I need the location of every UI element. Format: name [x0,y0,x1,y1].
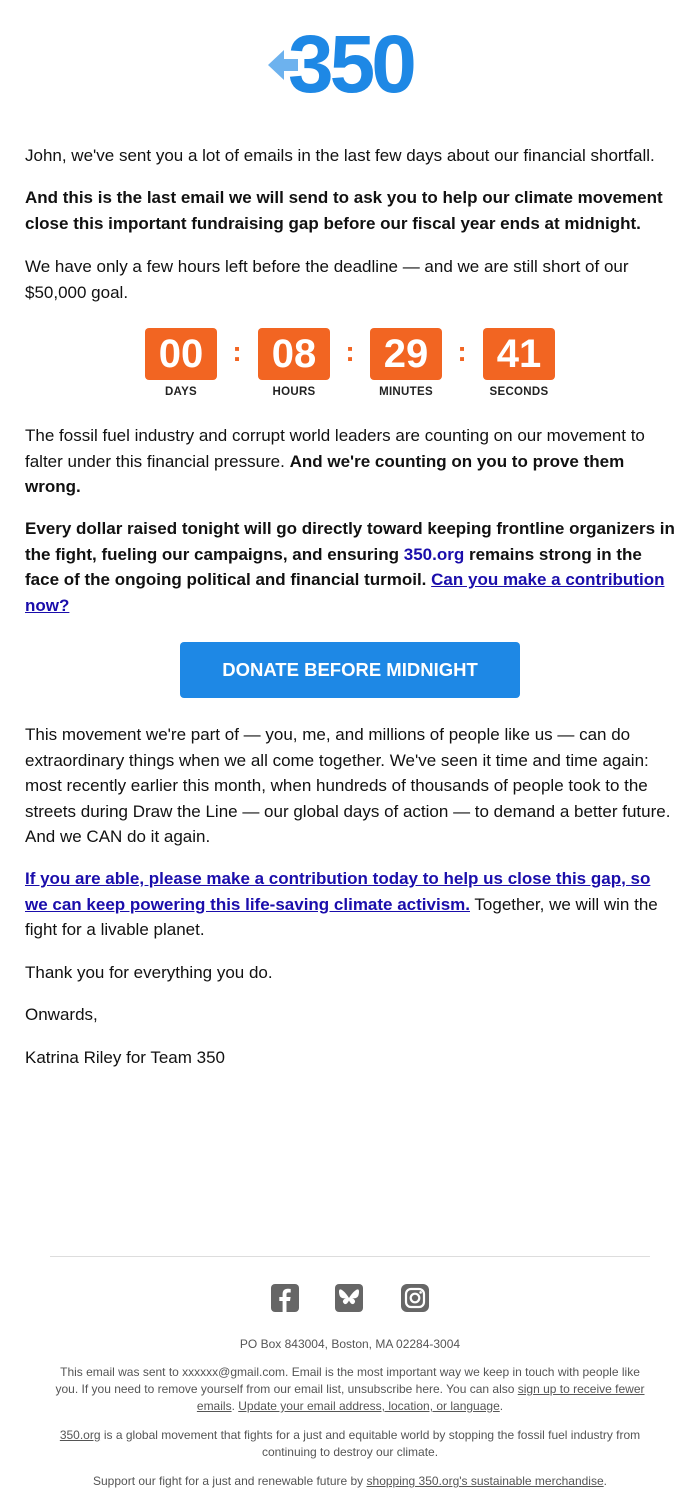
350-org-link[interactable]: 350.org [403,544,465,564]
signature: Katrina Riley for Team 350 [25,1048,226,1067]
footer-support: Support our fight for a just and renewable future by shopping 350.org's sustainable merchandise. [93,1474,607,1488]
donate-button[interactable]: DONATE BEFORE MIDNIGHT [180,642,520,698]
contribute-paragraph: If you are able, please make a contribution today to help us close this gap, so we can keep powering this life-saving climate activism. Together, we will win the fight for a livable planet. [25,869,658,939]
last-email-paragraph: And this is the last email we will send to ask you to help our climate movement close this important fundraising gap before our fiscal year ends at midnight. [25,188,663,233]
logo-text: 350 [288,19,413,110]
intro-paragraph: John, we've sent you a lot of emails in the last few days about our financial shortfall. [25,146,655,165]
350-logo[interactable] [268,19,433,110]
instagram-icon[interactable] [401,1284,429,1312]
every-dollar-paragraph: Every dollar raised tonight will go directly toward keeping frontline organizers in the fight, fueling our campaigns, and ensuring 350.org remains strong in the face of the ongoing political and financial turmoil. Can you make a contribution now? [25,519,675,615]
countdown-separator: : [232,336,242,367]
fewer-emails-link[interactable]: sign up to receive fewer emails [196,1382,645,1413]
update-email-link[interactable]: Update your email address, location, or language [238,1399,500,1413]
bluesky-icon[interactable] [335,1284,363,1312]
onwards-paragraph: Onwards, [25,1005,98,1024]
thank-you-paragraph: Thank you for everything you do. [25,963,273,982]
contribution-link[interactable]: Can you make a contribution now? [25,570,665,615]
footer-350-link[interactable]: 350.org [59,1428,101,1442]
countdown-hours: 08 HOURS [258,328,330,398]
fossil-fuel-paragraph: The fossil fuel industry and corrupt world leaders are counting on our movement to falter under this financial pressure. And we're counting on you to prove them wrong. [25,426,645,496]
deadline-paragraph: We have only a few hours left before the deadline — and we are still short of our $50,000 goal. [25,257,629,302]
countdown-timer [145,328,557,400]
footer-address: PO Box 843004, Boston, MA 02284-3004 [239,1337,461,1351]
facebook-icon[interactable] [271,1284,299,1312]
footer-sent-notice: This email was sent to xxxxxx@gmail.com. Email is the most important way we keep in touch with people like you. If you need to remove yourself from our email list, unsubscribe here. You can also sign up to receive fewer emails. Update your email address, location, or language. [55,1365,645,1413]
countdown-separator: : [457,336,467,367]
merchandise-link[interactable]: shopping 350.org's sustainable merchandise [366,1474,604,1488]
movement-paragraph: This movement we're part of — you, me, and millions of people like us — can do extraordinary things when we all come together. We've seen it time and time again: most recently earlier this month, when hundreds of thousands of people took to the streets during Draw the Line — our global days of action — to demand a better future. And we CAN do it again. [25,725,671,846]
countdown-seconds: 41 SECONDS [483,328,555,398]
countdown-minutes: 29 MINUTES [370,328,442,398]
footer-divider [50,1256,650,1257]
countdown-days: 00 DAYS [145,328,217,398]
footer-about: 350.org is a global movement that fights for a just and equitable world by stopping the fossil fuel industry from continuing to destroy our climate. [59,1428,641,1459]
contribute-today-link[interactable]: If you are able, please make a contribution today to help us close this gap, so we can keep powering this life-saving climate activism. [25,869,651,914]
countdown-separator: : [345,336,355,367]
